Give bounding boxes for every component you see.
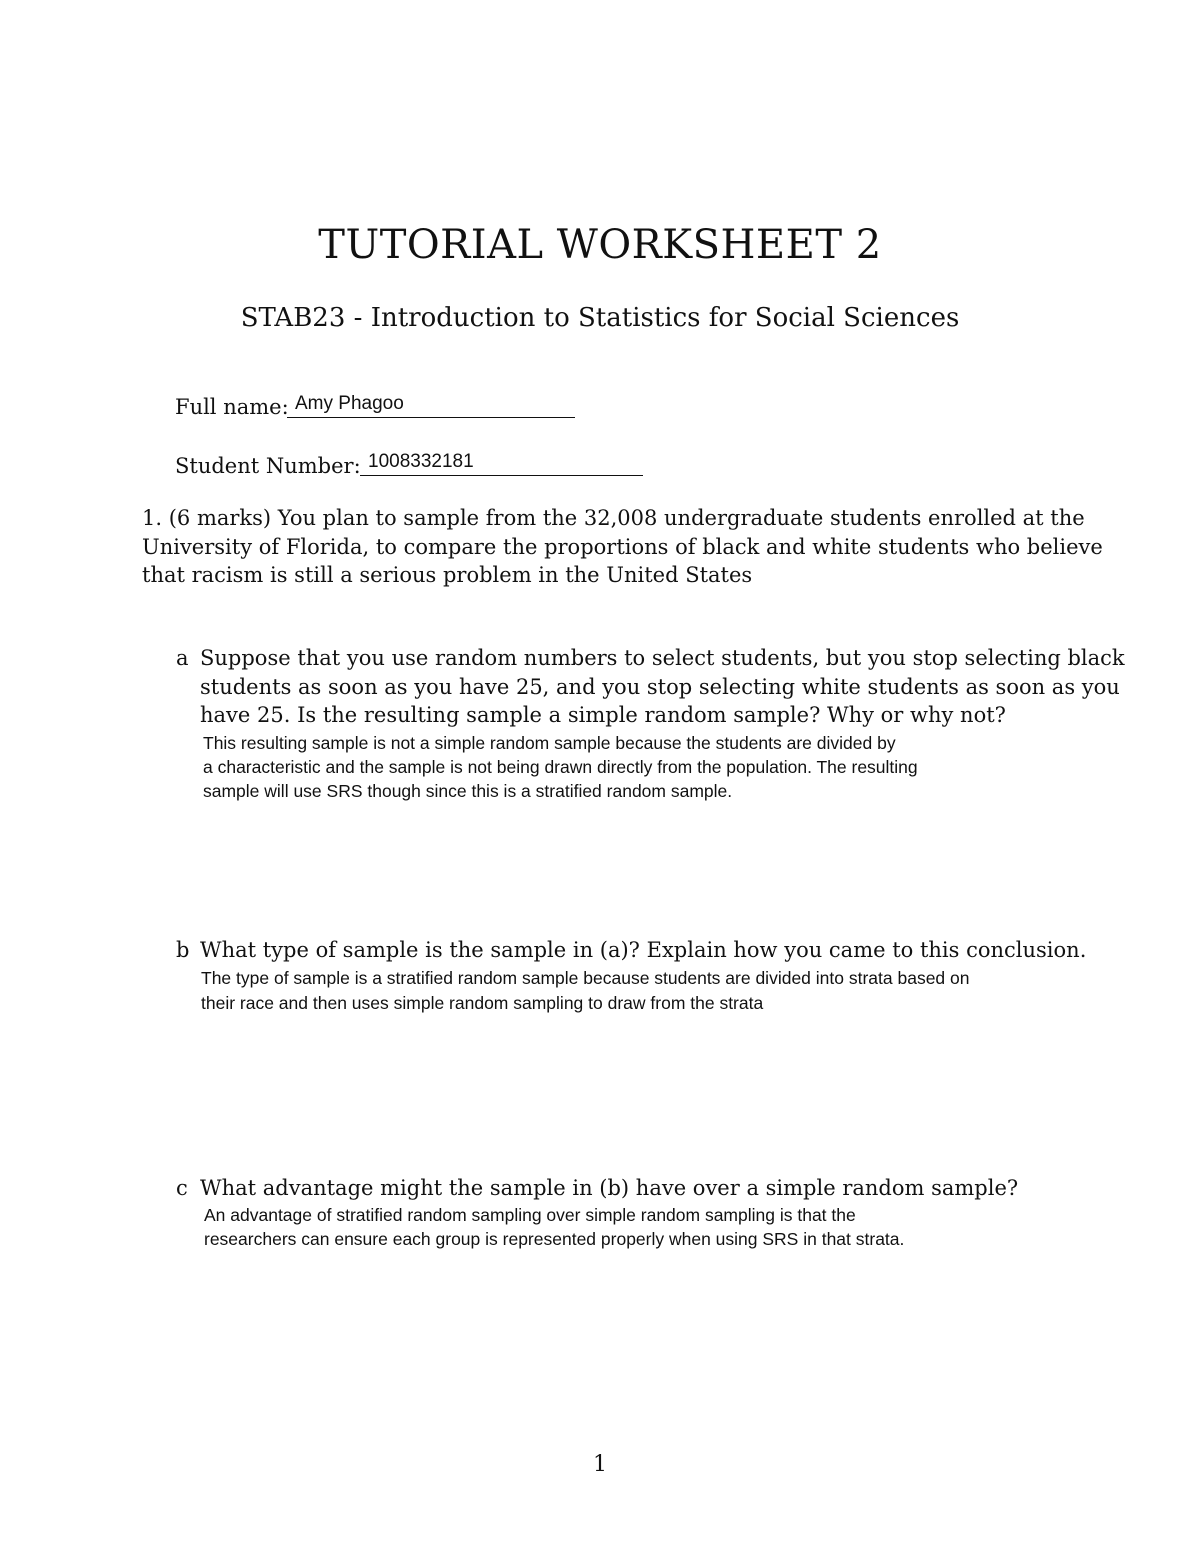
part-b-answer-line[interactable]: The type of sample is a stratified random sample because students are divided into strata based on <box>201 968 970 988</box>
part-c-question-line: What advantage might the sample in (b) have over a simple random sample? <box>200 1176 1019 1200</box>
part-b-question-line: What type of sample is the sample in (a)? Explain how you came to this conclusion. <box>200 938 1087 962</box>
student-number-field[interactable]: 1008332181 <box>360 451 643 476</box>
part-c-answer-line[interactable]: An advantage of stratified random sampling over simple random sampling is that the <box>204 1205 856 1225</box>
page-number: 1 <box>593 1452 607 1477</box>
part-a-answer-line[interactable]: a characteristic and the sample is not being drawn directly from the population. The resulting <box>203 757 918 777</box>
part-a-question-line: Suppose that you use random numbers to select students, but you stop selecting black <box>200 646 1125 670</box>
question-1-line: 1. (6 marks) You plan to sample from the 32,008 undergraduate students enrolled at the <box>142 506 1085 530</box>
page-title: TUTORIAL WORKSHEET 2 <box>318 222 882 268</box>
full-name-field[interactable]: Amy Phagoo <box>287 393 575 418</box>
part-a-answer-line[interactable]: This resulting sample is not a simple random sample because the students are divided by <box>203 733 896 753</box>
question-1-line: University of Florida, to compare the proportions of black and white students who believe <box>142 535 1103 559</box>
course-subtitle: STAB23 - Introduction to Statistics for Social Sciences <box>240 303 960 333</box>
part-a-question-line: students as soon as you have 25, and you stop selecting white students as soon as you <box>200 675 1120 699</box>
part-a-question-line: have 25. Is the resulting sample a simple random sample? Why or why not? <box>200 703 1006 727</box>
student-number-label: Student Number: <box>175 454 361 478</box>
part-a-answer-line[interactable]: sample will use SRS though since this is a stratified random sample. <box>203 781 733 801</box>
full-name-label: Full name: <box>175 395 289 419</box>
part-b-letter: b <box>176 938 190 962</box>
part-a-letter: a <box>176 646 189 670</box>
part-b-answer-line[interactable]: their race and then uses simple random sampling to draw from the strata <box>201 993 764 1013</box>
part-c-answer-line[interactable]: researchers can ensure each group is represented properly when using SRS in that strata. <box>204 1229 905 1249</box>
part-c-letter: c <box>176 1176 188 1200</box>
question-1-line: that racism is still a serious problem in the United States <box>142 563 753 587</box>
